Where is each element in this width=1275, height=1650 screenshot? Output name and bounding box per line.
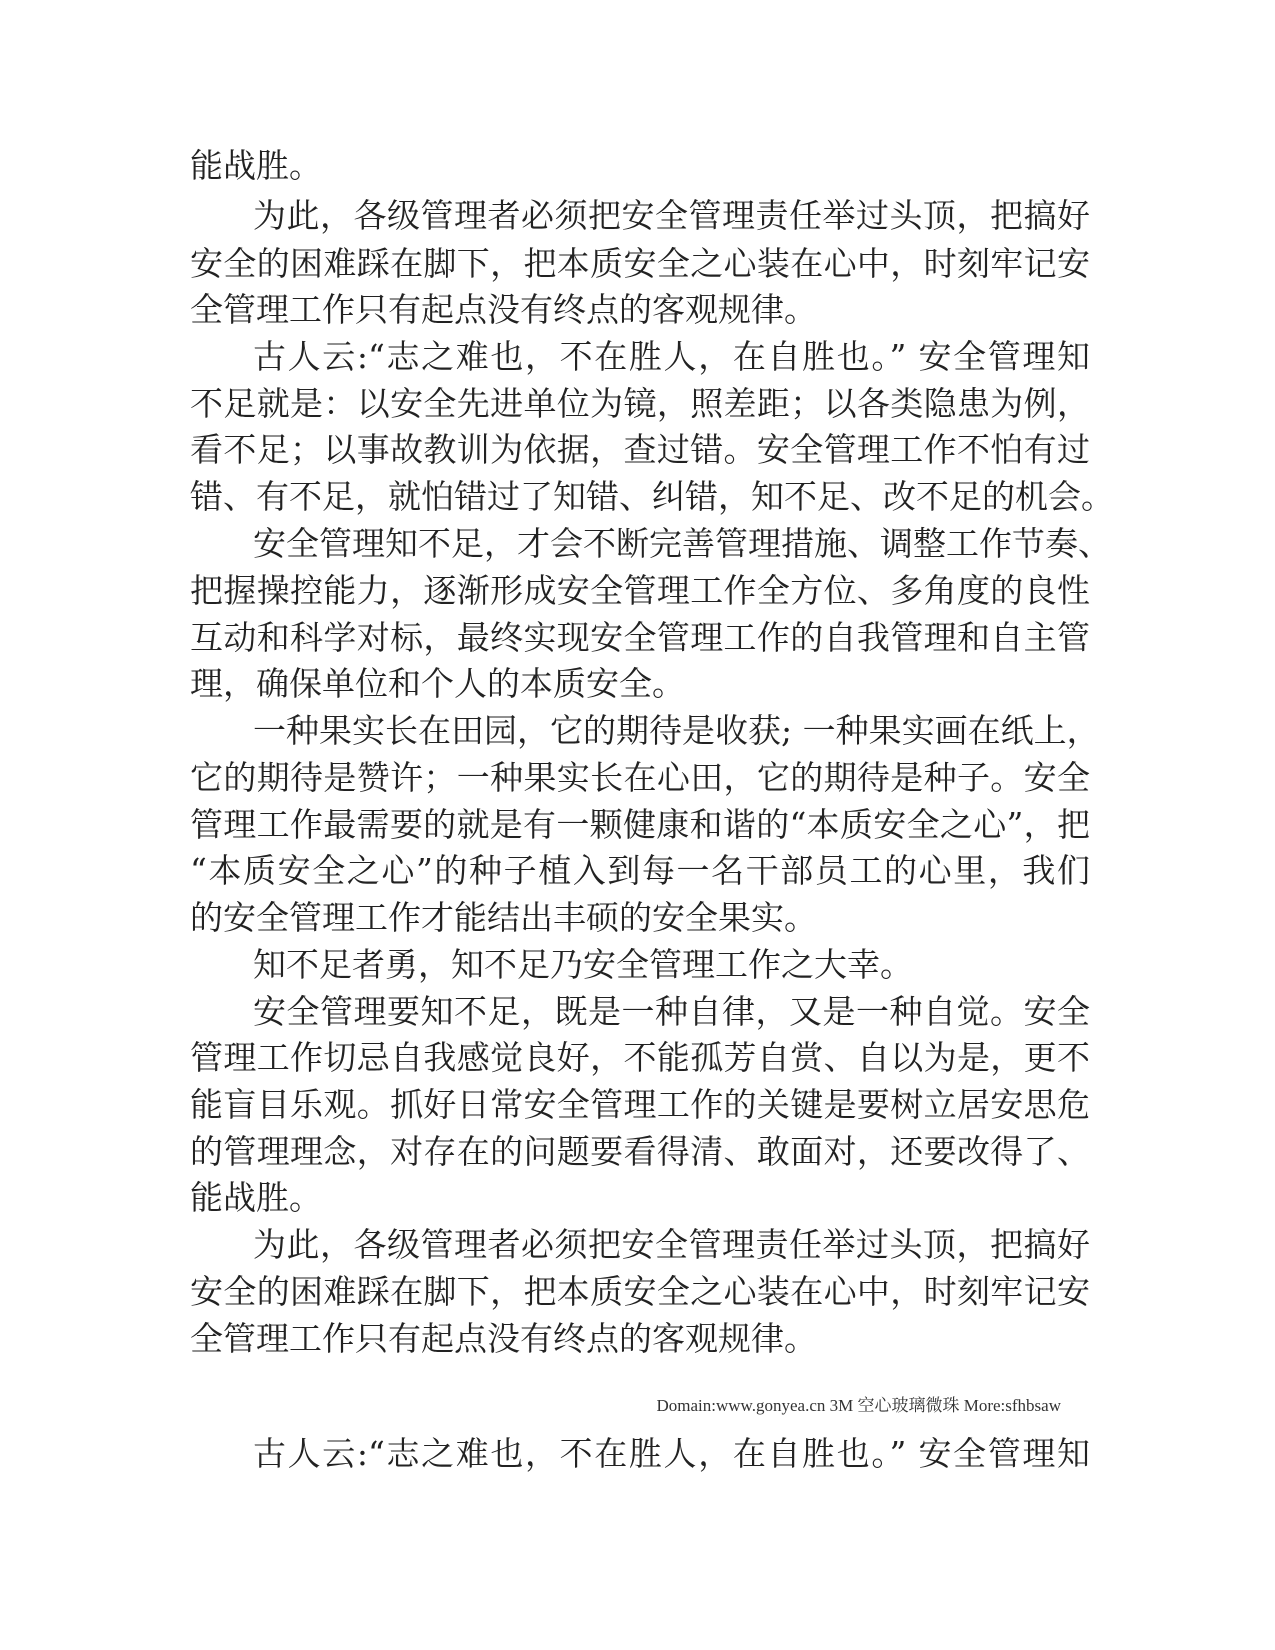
- text-line: 一种果实长在田园，它的期待是收获; 一种果实画在纸上，: [253, 711, 1100, 750]
- text-line: 不足就是：以安全先进单位为镜，照差距；以各类隐患为例，: [190, 384, 1090, 423]
- text-line: 为此，各级管理者必须把安全管理责任举过头顶，把搞好: [253, 196, 1090, 235]
- text-line: 全管理工作只有起点没有终点的客观规律。: [190, 290, 817, 329]
- watermark: Domain:www.gonyea.cn 3M 空心玻璃微珠 More:sfhbsaw: [656, 1396, 1061, 1415]
- text-line: 理，确保单位和个人的本质安全。: [190, 664, 685, 703]
- text-line: 看不足；以事故教训为依据，查过错。安全管理工作不怕有过: [190, 430, 1090, 469]
- text-line: 古人云:“志之难也，不在胜人，在自胜也。” 安全管理知: [253, 1434, 1090, 1473]
- text-line: 全管理工作只有起点没有终点的客观规律。: [190, 1319, 817, 1358]
- text-line: 它的期待是赞许；一种果实长在心田，它的期待是种子。安全: [190, 758, 1090, 797]
- text-line: 安全的困难踩在脚下，把本质安全之心装在心中，时刻牢记安: [190, 244, 1090, 283]
- text-line: “本质安全之心”的种子植入到每一名干部员工的心里，我们: [190, 851, 1090, 890]
- text-line: 安全管理知不足，才会不断完善管理措施、调整工作节奏、: [253, 524, 1111, 563]
- text-line: 的管理理念，对存在的问题要看得清、敢面对，还要改得了、: [190, 1132, 1090, 1171]
- text-line: 为此，各级管理者必须把安全管理责任举过头顶，把搞好: [253, 1225, 1090, 1264]
- text-line: 知不足者勇，知不足乃安全管理工作之大幸。: [253, 945, 913, 984]
- text-line: 把握操控能力，逐渐形成安全管理工作全方位、多角度的良性: [190, 571, 1090, 610]
- text-line: 能战胜。: [190, 1178, 322, 1217]
- text-line: 的安全管理工作才能结出丰硕的安全果实。: [190, 898, 817, 937]
- text-line: 错、有不足，就怕错过了知错、纠错，知不足、改不足的机会。: [190, 477, 1114, 516]
- text-line: 管理工作切忌自我感觉良好，不能孤芳自赏、自以为是，更不: [190, 1038, 1090, 1077]
- text-line: 能盲目乐观。抓好日常安全管理工作的关键是要树立居安思危: [190, 1085, 1090, 1124]
- text-line: 古人云:“志之难也，不在胜人，在自胜也。” 安全管理知: [253, 337, 1090, 376]
- text-line: 能战胜。: [190, 146, 322, 185]
- text-line: 互动和科学对标，最终实现安全管理工作的自我管理和自主管: [190, 618, 1090, 657]
- text-line: 安全管理要知不足，既是一种自律，又是一种自觉。安全: [253, 992, 1090, 1031]
- text-line: 安全的困难踩在脚下，把本质安全之心装在心中，时刻牢记安: [190, 1272, 1090, 1311]
- text-line: 管理工作最需要的就是有一颗健康和谐的“本质安全之心”，把: [190, 805, 1090, 844]
